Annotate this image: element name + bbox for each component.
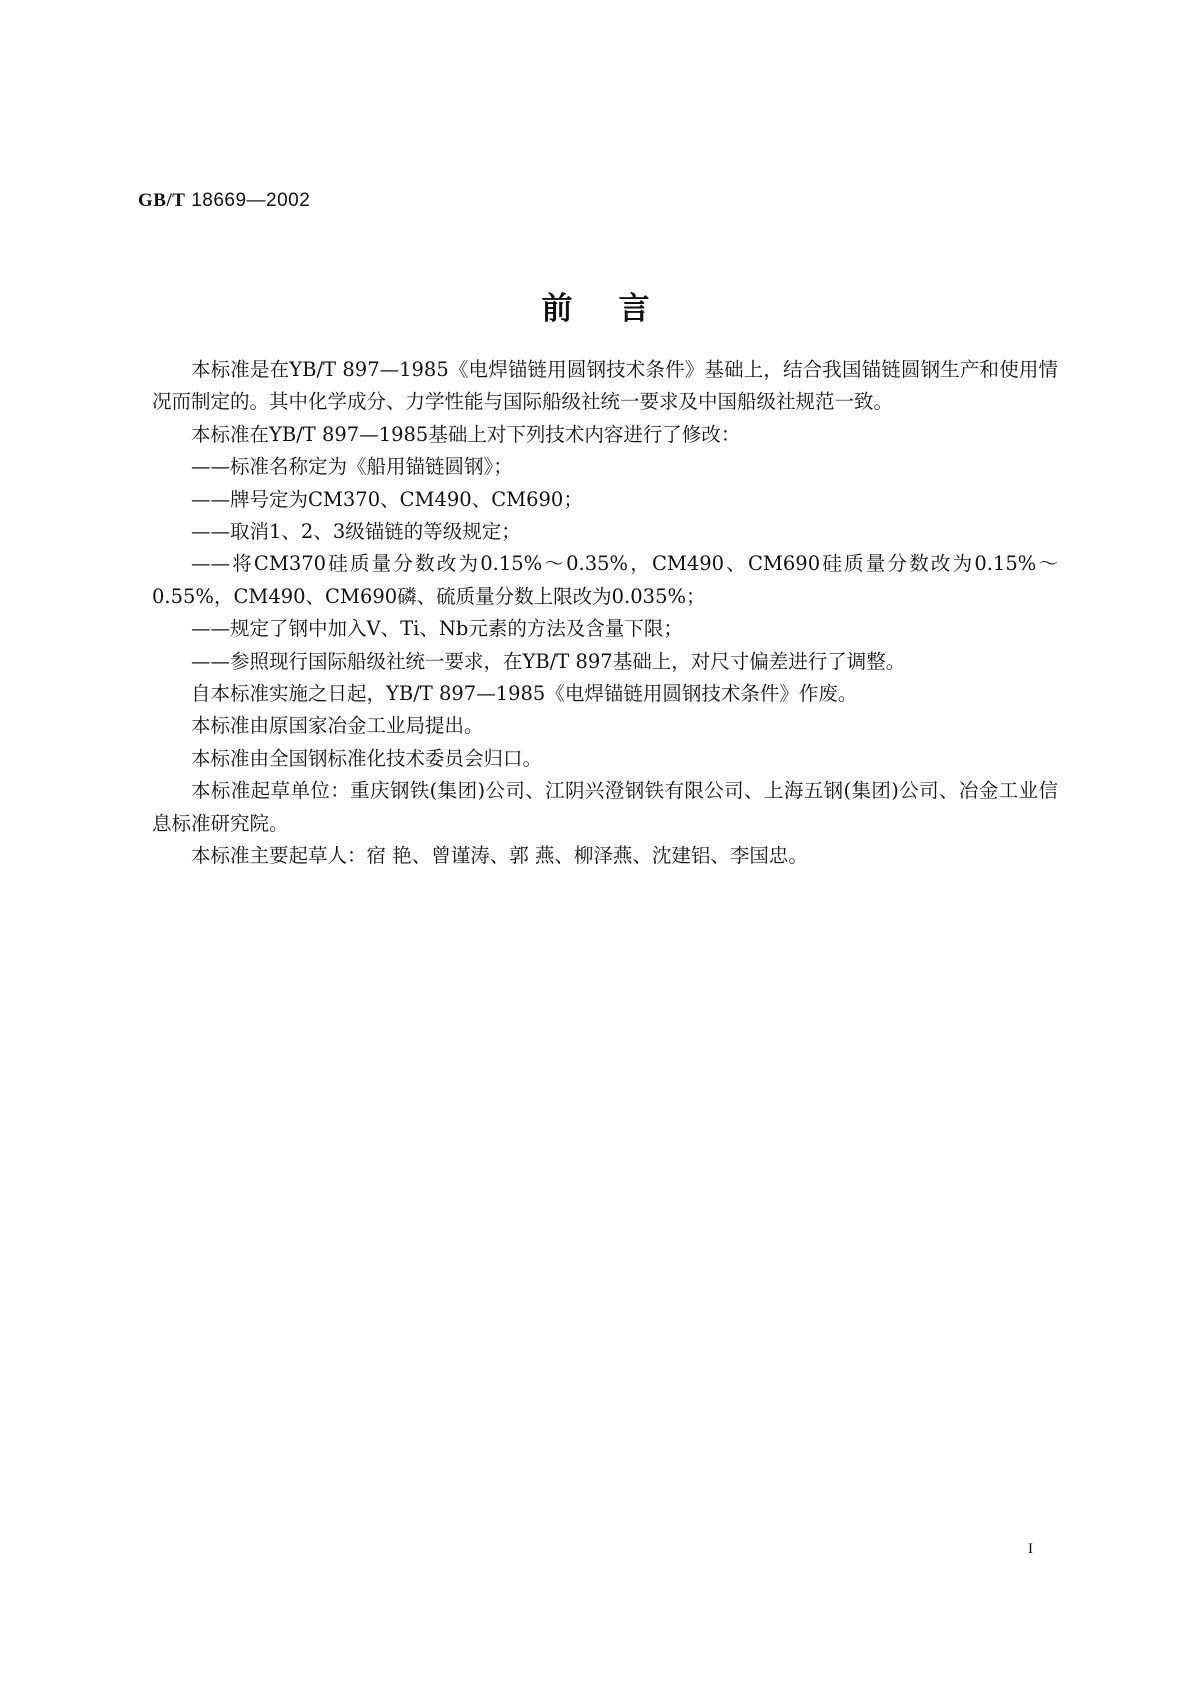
paragraph-modifications-lead: 本标准在YB/T 897—1985基础上对下列技术内容进行了修改： [191, 422, 741, 446]
paragraph-committee: 本标准由全国钢标准化技术委员会归口。 [191, 746, 543, 770]
foreword-body [152, 354, 1058, 873]
paragraph-proposer: 本标准由原国家冶金工业局提出。 [191, 714, 484, 738]
list-item: ——牌号定为CM370、CM490、CM690； [191, 487, 583, 511]
paragraph-intro: 本标准是在YB/T 897—1985《电焊锚链用圆钢技术条件》基础上，结合我国锚链圆钢生产和使用情况而制定的。其中化学成分、力学性能与国际船级社统一要求及中国船级社规范一致。 [152, 358, 1058, 414]
list-item: ——取消1、2、3级锚链的等级规定； [191, 520, 521, 544]
paragraph-drafting-units: 本标准起草单位：重庆钢铁(集团)公司、江阴兴澄钢铁有限公司、上海五钢(集团)公司、冶金工业信息标准研究院。 [152, 779, 1058, 835]
page-title: 前言 [541, 291, 696, 327]
paragraph-supersedes: 自本标准实施之日起，YB/T 897—1985《电焊锚链用圆钢技术条件》作废。 [191, 682, 858, 706]
paragraph-drafters: 本标准主要起草人：宿 艳、曾谨涛、郭 燕、柳泽燕、沈建铝、李国忠。 [191, 844, 808, 868]
list-item: ——标准名称定为《船用锚链圆钢》； [191, 455, 513, 479]
list-item: ——规定了钢中加入V、Ti、Nb元素的方法及含量下限； [191, 617, 683, 641]
page-number: I [1028, 1541, 1033, 1557]
list-item: ——参照现行国际船级社统一要求，在YB/T 897基础上，对尺寸偏差进行了调整。 [191, 649, 906, 673]
document-header [138, 190, 310, 212]
standard-prefix: GB/T [138, 190, 186, 211]
standard-number: 18669—2002 [191, 190, 311, 211]
list-item: ——将CM370硅质量分数改为0.15%～0.35%，CM490、CM690硅质量分数改为0.15%～0.55%，CM490、CM690磷、硫质量分数上限改为0.035%； [152, 552, 1058, 608]
